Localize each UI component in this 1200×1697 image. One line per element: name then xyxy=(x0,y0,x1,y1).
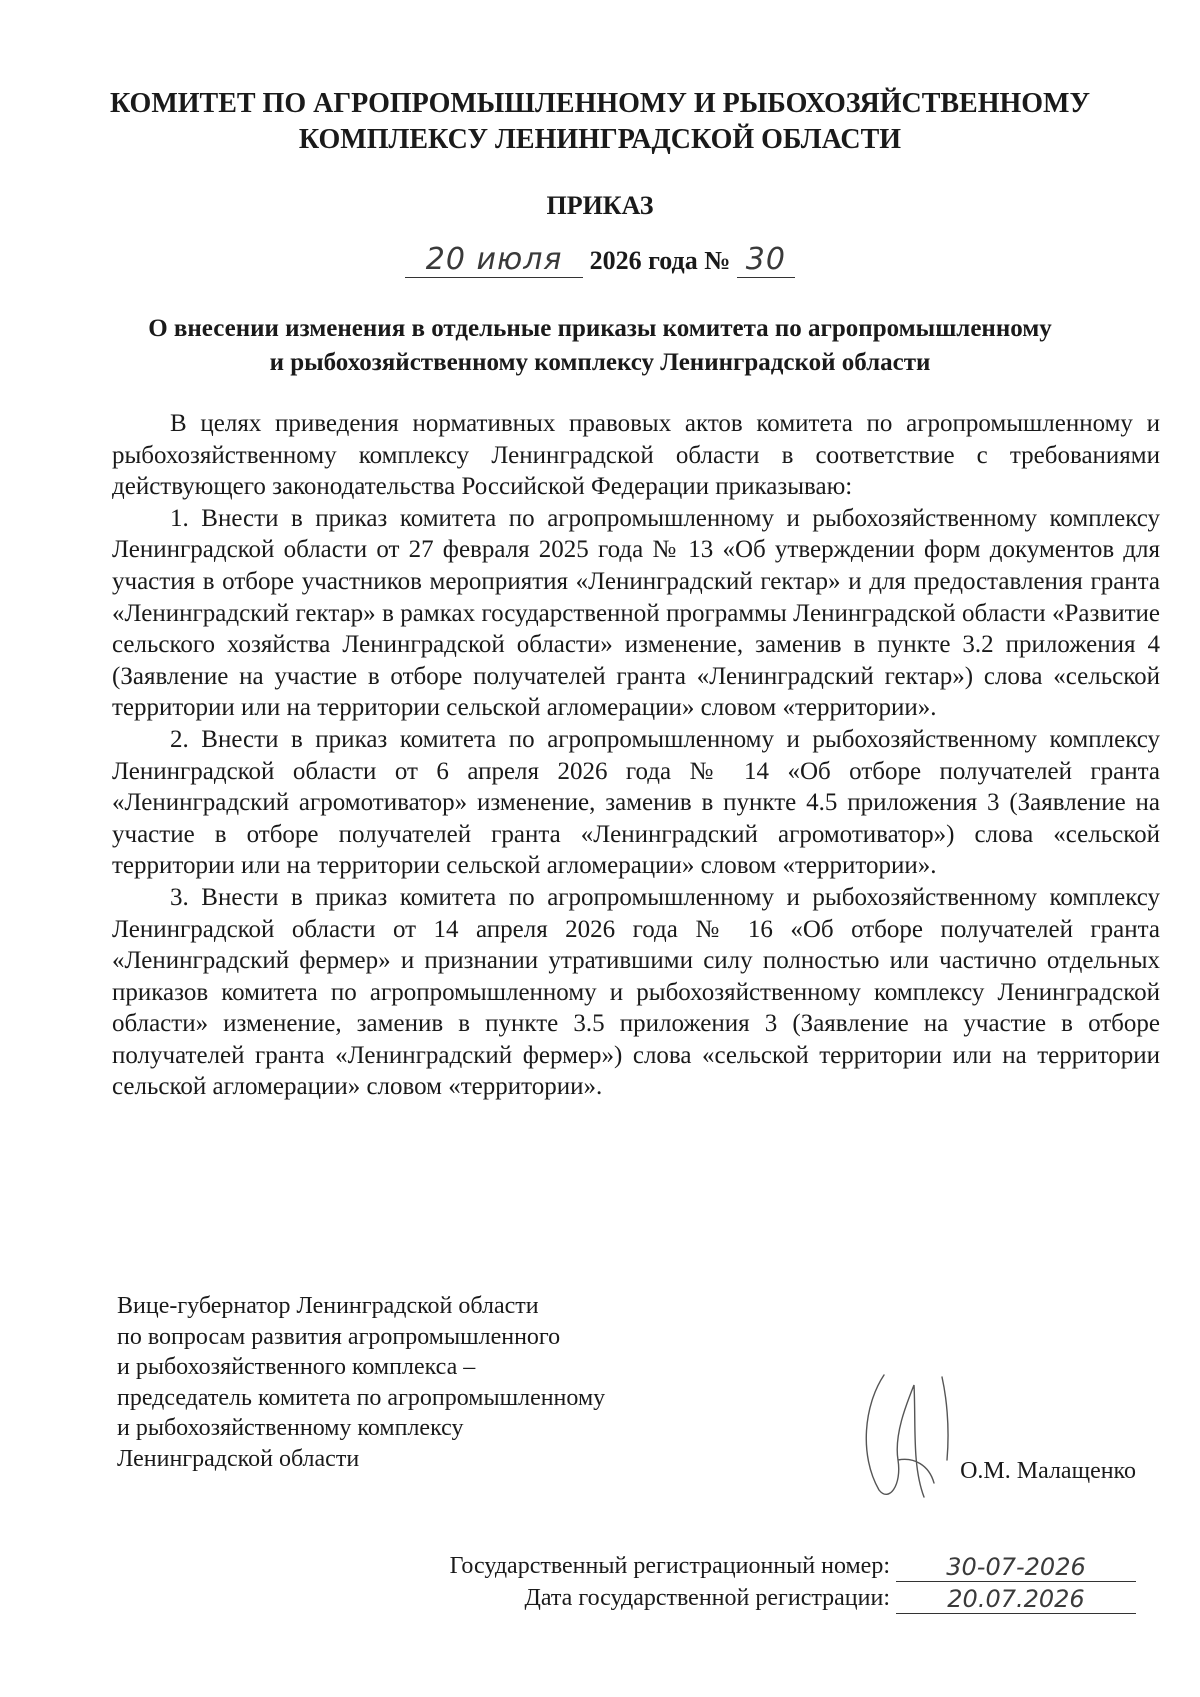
year-and-number-label: 2026 года № xyxy=(589,246,731,275)
order-item-3: 3. Внести в приказ комитета по агропромышленному и рыбохозяйственному комплексу Ленинградской области от 14 апреля 2026 года № 16 «Об отборе получателей гранта «Ленинградский фермер» и признании утратившими силу полностью или частично отдельных приказов комитета по агропромышленному и рыбохозяйственному комплексу Ленинградской области» изменение, заменив в пункте 3.5 приложения 3 (Заявление на участие в отборе получателей гранта «Ленинградский фермер») слова «сельской территории или на территории сельской агломерации» словом «территории». xyxy=(112,883,1160,1101)
document-type: ПРИКАЗ xyxy=(546,191,654,220)
handwritten-date: 20 июля xyxy=(425,242,563,277)
subject-line-2: и рыбохозяйственному комплексу Ленинградской области xyxy=(269,349,931,376)
order-item-2: 2. Внести в приказ комитета по агропромышленному и рыбохозяйственному комплексу Ленинградской области от 6 апреля 2026 года № 14 «Об отборе получателей гранта «Ленинградский агромотиватор» изменение, заменив в пункте 4.5 приложения 3 (Заявление на участие в отборе получателей гранта «Ленинградский агромотиватор») слова «сельской территории или на территории сельской агломерации» словом «территории». xyxy=(112,725,1160,880)
registration-date-value: 20.07.2026 xyxy=(896,1585,1136,1614)
registration-date-label: Дата государственной регистрации: xyxy=(524,1585,890,1611)
signer-position-line: Вице-губернатор Ленинградской области xyxy=(117,1293,539,1319)
signer-position-line: по вопросам развития агропромышленного xyxy=(117,1323,561,1350)
date-blank xyxy=(405,244,583,278)
handwritten-signature xyxy=(854,1365,974,1505)
registration-number-row xyxy=(450,1550,1136,1582)
registration-number-value: 30-07-2026 xyxy=(896,1553,1136,1582)
signer-position xyxy=(117,1291,605,1474)
handwritten-number: 30 xyxy=(745,242,786,277)
org-line-2: КОМПЛЕКСУ ЛЕНИНГРАДСКОЙ ОБЛАСТИ xyxy=(298,124,902,155)
preamble-paragraph: В целях приведения нормативных правовых актов комитета по агропромышленному и рыбохозяйственному комплексу Ленинградской области в соответствие с требованиями действующего законодательства Российской Федерации приказываю: xyxy=(112,410,1160,501)
registration-date-row xyxy=(450,1582,1136,1614)
order-body xyxy=(112,408,1160,1103)
signer-position-line: Ленинградской области xyxy=(117,1445,360,1472)
signer-position-line: и рыбохозяйственному комплексу xyxy=(117,1415,464,1441)
registration-block xyxy=(450,1550,1136,1614)
signer-position-line: и рыбохозяйственного комплекса – xyxy=(117,1354,476,1380)
registration-number-label: Государственный регистрационный номер: xyxy=(449,1553,890,1579)
order-item-1: 1. Внести в приказ комитета по агропромышленному и рыбохозяйственному комплексу Ленинградской области от 27 февраля 2025 года № 13 «Об утверждении форм документов для участия в отборе участников мероприятия «Ленинградский гектар» и для предоставления гранта «Ленинградский гектар» в рамках государственной программы Ленинградской области «Развитие сельского хозяйства Ленинградской области» изменение, заменив в пункте 3.2 приложения 4 (Заявление на участие в отборе получателей гранта «Ленинградский гектар») слова «сельской территории или на территории сельской агломерации» словом «территории». xyxy=(112,504,1160,722)
signer-position-line: председатель комитета по агропромышленному xyxy=(117,1384,606,1411)
signer-name: О.М. Малащенко xyxy=(960,1458,1136,1484)
order-date-line xyxy=(0,244,1200,278)
org-line-1: КОМИТЕТ ПО АГРОПРОМЫШЛЕННОМУ И РЫБОХОЗЯЙСТВЕННОМУ xyxy=(109,88,1091,119)
subject-line-1: О внесении изменения в отдельные приказы комитета по агропромышленному xyxy=(148,315,1052,342)
number-blank xyxy=(737,244,795,278)
issuing-organization xyxy=(100,86,1100,158)
order-subject xyxy=(100,312,1100,380)
